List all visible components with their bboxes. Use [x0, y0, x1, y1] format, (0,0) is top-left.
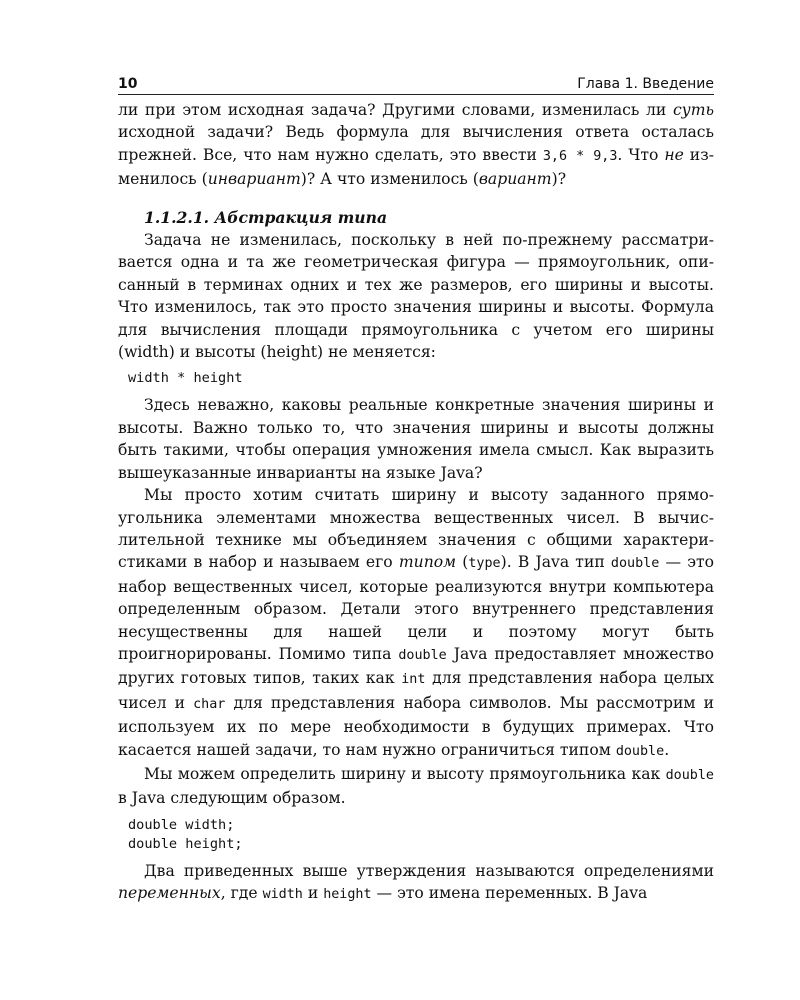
- text-span: — это набор вещественных чисел, которые реализуются внутри компьютера определенным образом. Детали этого внутреннего представления несущественны для нашей цели и поэтому могут быть проигнорированы. Помимо типа: [118, 553, 715, 663]
- text-span: исходной задачи? Ведь формула для вычисления ответа осталась прежней. Все, что нам нужно сделать, это ввести: [118, 123, 714, 164]
- page-number: 10: [118, 76, 138, 92]
- text-span: (: [456, 553, 469, 572]
- paragraph-6: [118, 860, 714, 907]
- emphasis: суть: [672, 101, 714, 119]
- paragraph-1: [118, 99, 714, 191]
- text-span: для представления набора символов. Мы рассмотрим и используем их по мере необходимости в будущих примерах. Что касается нашей задачи, то нам нужно ограничиться типом: [118, 693, 714, 759]
- inline-code: 3,6 * 9,3: [542, 148, 618, 164]
- text-span: Мы можем определить ширину и высоту прямоугольника как: [144, 764, 666, 783]
- text-span: изменилось (: [118, 145, 714, 189]
- book-page: [118, 70, 714, 907]
- inline-code: double: [665, 767, 714, 783]
- text-span: Мы просто хотим считать ширину и высоту заданного прямоугольника элементами множества вещественных чисел. В вычислительной технике мы объединяем значения с общими характеристиками в набор и называем его: [118, 486, 714, 572]
- emphasis: вариант: [478, 170, 552, 189]
- text-span: ли при этом исходная задача? Другими словами, изменилась ли: [118, 101, 673, 119]
- running-header: [118, 70, 714, 95]
- paragraph-3: Здесь неважно, каковы реальные конкретные значения ширины и высоты. Важно только то, что значения ширины и высоты должны быть такими, чтобы операция умножения имела смысл. Как выразить вышеуказанные инварианты на языке Java?: [118, 396, 714, 482]
- inline-code: width: [262, 887, 303, 903]
- section-heading: 1.1.2.1. Абстракция типа: [144, 207, 388, 227]
- emphasis: инвариант: [207, 170, 301, 189]
- inline-code: double: [610, 556, 660, 572]
- inline-code: double: [615, 743, 665, 759]
- inline-code: char: [193, 696, 226, 712]
- text-span: .: [664, 740, 670, 759]
- text-span: в Java следующим образом.: [118, 789, 346, 808]
- text-span: )?: [551, 170, 567, 189]
- page-body: [118, 99, 714, 907]
- text-span: , где: [220, 884, 263, 903]
- inline-code: int: [401, 672, 426, 688]
- chapter-title: Глава 1. Введение: [577, 76, 714, 92]
- code-block-1: width * height: [128, 370, 243, 387]
- emphasis: типом: [398, 553, 457, 572]
- text-span: — это имена переменных. В Java: [371, 884, 648, 903]
- paragraph-4: [118, 484, 714, 763]
- inline-code: type: [468, 556, 501, 572]
- emphasis: не: [664, 145, 684, 164]
- text-span: Java предоставляет множество других готовых типов, таких как: [118, 644, 714, 688]
- paragraph-5: [118, 763, 714, 810]
- text-span: )? А что изменилось (: [300, 170, 479, 189]
- inline-code: double: [398, 647, 447, 663]
- paragraph-2: Задача не изменилась, поскольку в ней по-прежнему рассматривается одна и та же геометрическая фигура — прямоугольник, описанный в терминах одних и тех же размеров, его ширины и высоты. Что изменилось, так это просто значения ширины и высоты. Формула для вычисления площади прямоугольника с учетом его ширины (width) и высоты (height) не меняется:: [118, 231, 714, 362]
- inline-code: height: [323, 887, 372, 903]
- text-span: Два приведенных выше утверждения называются определениями: [144, 861, 714, 880]
- text-span: . Что: [617, 145, 665, 164]
- text-span: ). В Java тип: [500, 553, 611, 572]
- text-span: для представления набора целых чисел и: [118, 669, 714, 712]
- code-block-2: double width; double height;: [128, 816, 243, 852]
- text-span: и: [302, 884, 324, 903]
- emphasis: переменных: [118, 884, 221, 903]
